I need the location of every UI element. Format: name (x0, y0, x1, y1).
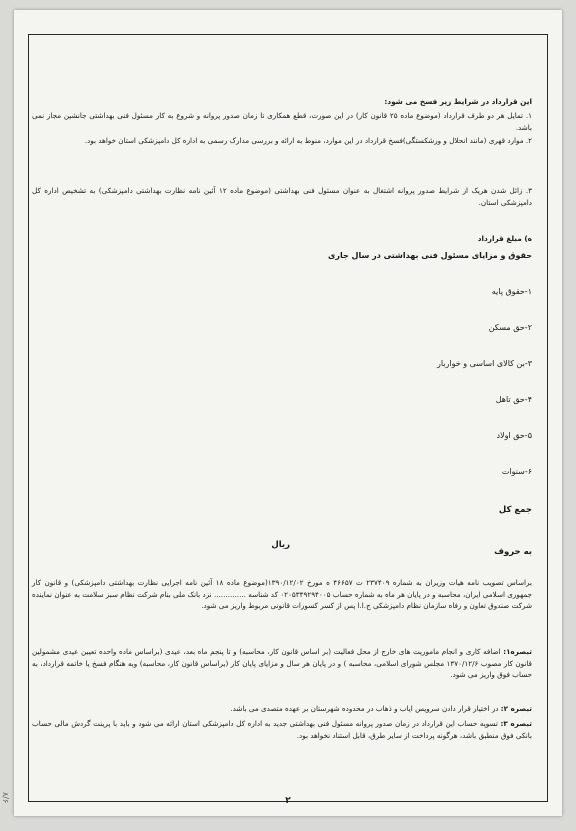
note-1-label: تبصره۱: (503, 647, 532, 656)
salary-heading: حقوق و مزایای مسئول فنی بهداشتی در سال جاری (328, 251, 532, 260)
salary-item-marriage: ۴-حق تاهل (495, 395, 532, 404)
salary-item-housing: ۲-حق مسکن (488, 323, 532, 332)
note-1 (32, 646, 532, 681)
salary-item-goods: ۳-بن کالای اساسی و خواربار (436, 359, 532, 368)
note-2-label: تبصره ۲: (500, 704, 532, 713)
note-3-label: تبصره ۳: (500, 719, 532, 728)
termination-clause-2: ۲. موارد قهری (مانند انحلال و ورشکستگی)فسخ قرارداد در این موارد، منوط به ارائه و بررسی مدارک رسمی به اداره کل دامپزشکی استان خواهد بود. (84, 136, 532, 145)
rial-label: ریال (271, 540, 290, 550)
page-border (28, 34, 548, 802)
document-page (14, 10, 562, 816)
salary-item-seniority: ۶-سنوات (501, 467, 532, 476)
note-2 (32, 703, 532, 715)
note-3-text: تسویه حساب این قرارداد در زمان صدور پروانه مسئول فنی بهداشتی جدید به اداره کل دامپزشکی استان ارائه می شود و باید با پرینت گردش مالی حساب بانکی فوق منطبق باشد، هرگونه پرداخت از سایر طرق، قابل استناد نخواهد بود. (32, 719, 532, 740)
salary-item-base: ۱-حقوق پایه (491, 287, 532, 296)
termination-clause-1: ۱. تمایل هر دو طرف قرارداد (موضوع ماده ۲۵ قانون کار) در این صورت، قطع همکاری تا زمان صدور پروانه و شروع به کار مسئول فنی بهداشتی جانشین مجاز نمی باشد. (32, 111, 532, 132)
section-title: ه) مبلغ قرارداد (477, 234, 532, 243)
total-label: جمع کل (498, 505, 532, 515)
termination-heading: این قرارداد در شرایط زیر فسخ می شود: (384, 97, 532, 106)
termination-clause-3: ۳. زائل شدن هریک از شرایط صدور پروانه اشتغال به عنوان مسئول فنی بهداشتی (موضوع ماده ۱۲ آئین نامه نظارت بهداشتی دامپزشکی) به تشخیص اداره کل دامپزشکی استان. (32, 186, 533, 207)
note-2-text: در اختیار قرار دادن سرویس ایاب و ذهاب در محدوده شهرستان بر عهده متصدی می باشد. (230, 704, 499, 713)
note-3 (32, 718, 532, 741)
salary-item-children: ۵-حق اولاد (496, 431, 532, 440)
margin-note: ۸/۶ (1, 792, 10, 804)
payment-paragraph: براساس تصویب نامه هیات وزیران به شماره ۲۳۷۴۰۹ ت ۴۶۶۵۷ ه مورخ ۱۳۹۰/۱۲/۰۲(موضوع ماده ۱۸ آئین نامه اجرایی نظارت بهداشتی دامپزشکی) و قانون کار جمهوری اسلامی ایران، محاسبه و در پایان هر ماه به شماره حساب ۰۲۰۵۳۴۹۲۹۴۰۰۵ کد شناسه .............. نزد بانک ملی بنام شرکت نظام سبز سلامت به عنوان نماینده شرکت صندوق تعاون و رفاه سازمان نظام دامپزشکی ج.ا.ا پس از کسر کسورات قانونی مربوط واریز می شود. (32, 578, 532, 610)
page-number: ۲ (285, 796, 291, 806)
note-1-text: اضافه کاری و انجام ماموریت های خارج از محل فعالیت (بر اساس قانون کار، محاسبه) و تا پنجم ماه بعد، عیدی (براساس ماده واحده تعیین عیدی مشمولین قانون کار مصوب ۱۳۷۰/۱۲/۶ مجلس شورای اسلامی، محاسبه ) و در پایان هر سال و مزایای پایان کار (براساس قانون کار، محاسبه) وبه هنگام فسخ یا خاتمه قرارداد، به حساب فوق واریز می شود. (32, 647, 532, 679)
in-words-label: به حروف (494, 547, 532, 557)
